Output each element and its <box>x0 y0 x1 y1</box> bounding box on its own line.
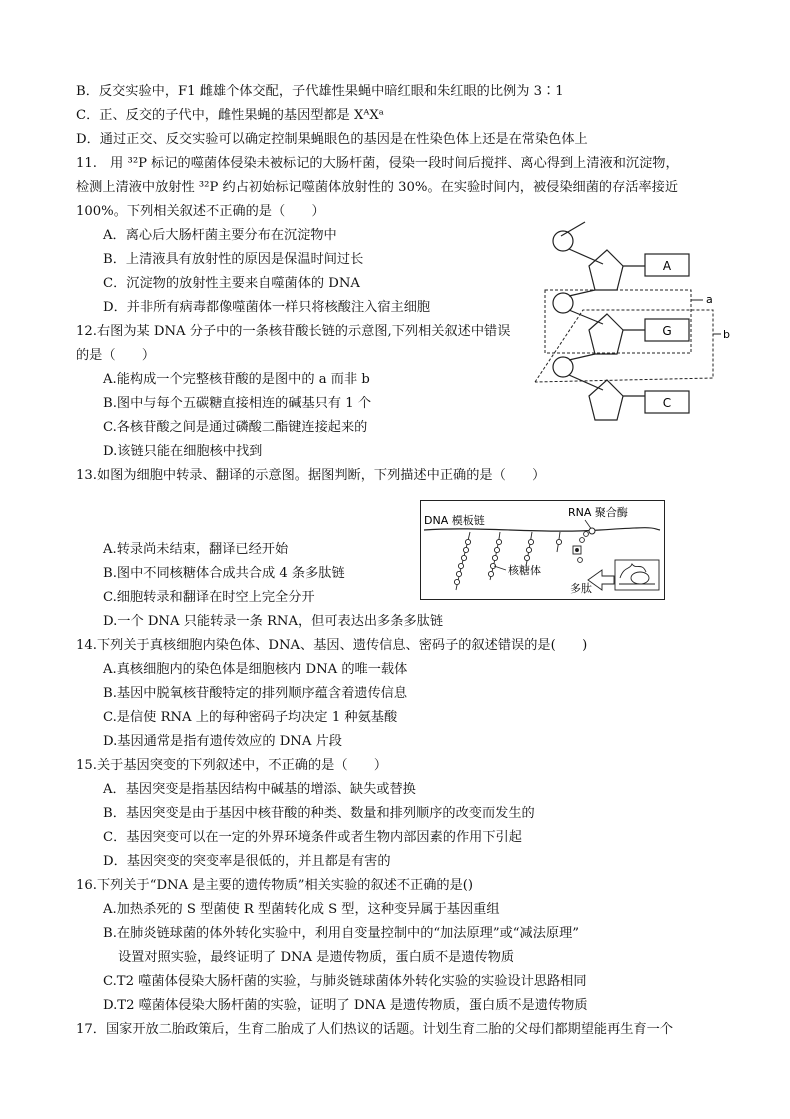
q12-option-b: B.图中与每个五碳糖直接相连的碱基只有 1 个 <box>103 396 372 411</box>
phosphate-circle <box>553 231 573 251</box>
question-11-stem: 11. 用 ³²P 标记的噬菌体侵染未被标记的大肠杆菌，侵染一段时间后搅拌、离心得到上清液和沉淀物， <box>76 156 679 171</box>
phosphate-circle <box>553 357 573 377</box>
q13-option-d: D.一个 DNA 只能转录一条 RNA，但可表达出多条多肽链 <box>103 614 444 629</box>
question-15-stem: 15.关于基因突变的下列叙述中，不正确的是（ ） <box>76 758 388 773</box>
question-16-stem: 16.下列关于“DNA 是主要的遗传物质”相关实验的叙述不正确的是() <box>76 878 474 893</box>
q15-option-b: B．基因突变是由于基因中核苷酸的种类、数量和排列顺序的改变而发生的 <box>103 806 535 821</box>
q14-option-a: A.真核细胞内的染色体是细胞核内 DNA 的唯一载体 <box>103 662 408 677</box>
q16-option-d: D.T2 噬菌体侵染大肠杆菌的实验，证明了 DNA 是遗传物质，蛋白质不是遗传物质 <box>103 998 588 1013</box>
base-label-a: A <box>662 259 672 273</box>
q15-option-c: C．基因突变可以在一定的外界环境条件或者生物内部因素的作用下引起 <box>103 830 522 845</box>
q12-option-c: C.各核苷酸之间是通过磷酸二酯键连接起来的 <box>103 420 368 435</box>
q14-option-b: B.基因中脱氧核苷酸特定的排列顺序蕴含着遗传信息 <box>103 686 408 701</box>
q14-option-c: C.是信使 RNA 上的每种密码子均决定 1 种氨基酸 <box>103 710 398 725</box>
question-12-stem-2: 的是（ ） <box>76 348 156 363</box>
question-12-stem: 12.右图为某 DNA 分子中的一条核苷酸长链的示意图,下列相关叙述中错误 <box>76 324 511 339</box>
question-17-stem: 17．国家开放二胎政策后，生育二胎成了人们热议的话题。计划生育二胎的父母们都期望能再生育一个 <box>76 1022 674 1037</box>
q16-option-c: C.T2 噬菌体侵染大肠杆菌的实验，与肺炎链球菌体外转化实验的实验设计思路相同 <box>103 974 587 989</box>
q13-option-b: B.图中不同核糖体合成共合成 4 条多肽链 <box>103 566 345 581</box>
q14-option-d: D.基因通常是指有遗传效应的 DNA 片段 <box>103 734 342 749</box>
q11-option-c: C．沉淀物的放射性主要来自噬菌体的 DNA <box>103 276 360 291</box>
q12-option-d: D.该链只能在细胞核中找到 <box>103 444 263 459</box>
q13-option-c: C.细胞转录和翻译在时空上完全分开 <box>103 590 315 605</box>
option-d-prev: D．通过正交、反交实验可以确定控制果蝇眼色的基因是在性染色体上还是在常染色体上 <box>76 132 588 147</box>
base-label-c: C <box>662 396 672 410</box>
option-c-prev: C．正、反交的子代中，雌性果蝇的基因型都是 XᴬXᵃ <box>76 108 384 123</box>
dna-template-label: DNA 模板链 <box>424 514 485 527</box>
q15-option-a: A．基因突变是指基因结构中碱基的增添、缺失或替换 <box>103 782 416 797</box>
rna-polymerase-label: RNA 聚合酶 <box>568 506 628 519</box>
question-11-stem-2: 检测上清液中放射性 ³²P 约占初始标记噬菌体放射性的 30%。在实验时间内，被侵染细菌的存活率接近 <box>76 180 679 195</box>
q12-option-a: A.能构成一个完整核苷酸的是图中的 a 而非 b <box>103 372 370 387</box>
ribosome-label: 核糖体 <box>508 564 541 577</box>
q11-option-b: B．上清液具有放射性的原因是保温时间过长 <box>103 252 364 267</box>
q16-option-b: B.在肺炎链球菌的体外转化实验中，利用自变量控制中的“加法原理”或“减法原理” <box>103 926 580 941</box>
dna-strand <box>424 528 660 531</box>
q15-option-d: D．基因突变的突变率是很低的，并且都是有害的 <box>103 854 391 869</box>
transcription-translation-figure <box>420 500 665 600</box>
q16-option-a: A.加热杀死的 S 型菌使 R 型菌转化成 S 型，这种变异属于基因重组 <box>103 902 500 917</box>
question-11-stem-3: 100%。下列相关叙述不正确的是（ ） <box>76 204 325 219</box>
rna-polymerase <box>589 528 595 534</box>
question-14-stem: 14.下列关于真核细胞内染色体、DNA、基因、遗传信息、密码子的叙述错误的是( ) <box>76 638 588 653</box>
q11-option-a: A．离心后大肠杆菌主要分布在沉淀物中 <box>103 228 337 243</box>
region-label-a: a <box>706 293 713 306</box>
q16-option-b-cont: 设置对照实验，最终证明了 DNA 是遗传物质，蛋白质不是遗传物质 <box>118 950 515 965</box>
dashed-box-a <box>545 290 691 353</box>
pentose-sugar <box>589 250 623 290</box>
question-13-stem: 13.如图为细胞中转录、翻译的示意图。据图判断，下列描述中正确的是（ ） <box>76 468 546 483</box>
peptide-label: 多肽 <box>570 582 592 595</box>
dashed-region-b <box>535 310 713 382</box>
option-11-b-prev: B．反交实验中，F1 雌雄个体交配，子代雄性果蝇中暗红眼和朱红眼的比例为 3∶1 <box>76 84 564 99</box>
region-label-b: b <box>723 328 730 341</box>
nucleotide-chain-figure <box>525 210 735 430</box>
q11-option-d: D．并非所有病毒都像噬菌体一样只将核酸注入宿主细胞 <box>103 300 431 315</box>
q13-option-a: A.转录尚未结束，翻译已经开始 <box>103 542 289 557</box>
base-label-g: G <box>662 324 672 338</box>
